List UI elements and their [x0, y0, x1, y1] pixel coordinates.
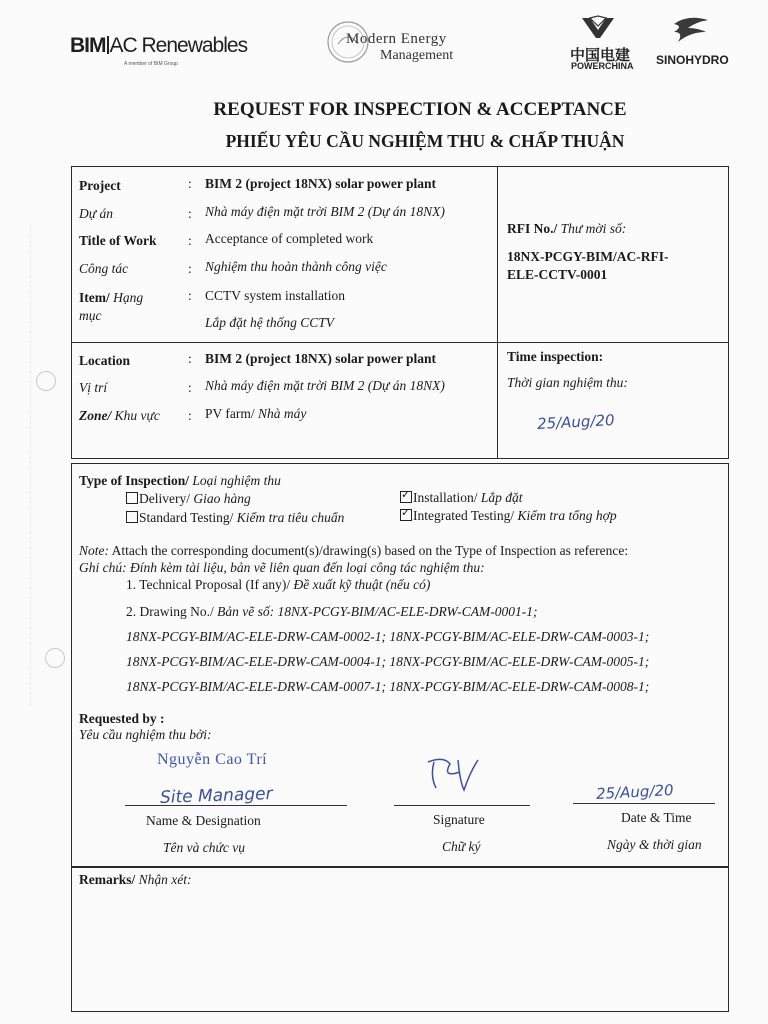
option-installation[interactable]	[400, 490, 523, 506]
bim-ac-logo	[70, 34, 247, 58]
option-standard-testing-en: Standard Testing/	[139, 510, 234, 525]
colon: :	[188, 288, 192, 303]
inspection-type-label-en: Type of Inspection/	[79, 473, 190, 488]
signature-line	[394, 805, 530, 806]
project-value: BIM 2 (project 18NX) solar power plant	[205, 176, 436, 191]
date-signature-line	[573, 803, 715, 804]
option-delivery-en: Delivery/	[139, 491, 190, 506]
scan-fold-line	[30, 225, 31, 705]
powerchina-en: POWERCHINA	[571, 61, 634, 71]
item-label-vn: Hạng	[113, 290, 144, 305]
time-inspection-handwritten: 25/Aug/20	[536, 410, 615, 434]
header-table-divider-v	[497, 166, 498, 459]
zone-label-vn: Khu vực	[114, 408, 160, 423]
location-value: BIM 2 (project 18NX) solar power plant	[205, 351, 436, 366]
cong-tac-label: Công tác	[79, 261, 129, 276]
item-value-vn: Lắp đặt hệ thống CCTV	[205, 315, 335, 330]
punch-hole-top	[36, 371, 56, 391]
cong-tac-value: Nghiệm thu hoàn thành công việc	[205, 259, 387, 274]
location-label: Location	[79, 353, 131, 368]
item-label-vn-2: mục	[79, 308, 102, 323]
modern-energy-line2: Management	[380, 48, 454, 63]
note-item-1	[126, 577, 430, 593]
option-delivery-vn: Giao hàng	[193, 491, 251, 506]
zone-label	[79, 408, 160, 424]
title-of-work-label: Title of Work	[79, 233, 157, 248]
note-label-vn: Ghi chú:	[79, 560, 127, 575]
inspection-type-label-vn: Loại nghiệm thu	[192, 473, 281, 488]
sinohydro-text: SINOHYDRO	[656, 53, 729, 67]
note-text-vn: Đính kèm tài liệu, bản vẽ liên quan đến loại công tác nghiệm thu:	[130, 560, 485, 575]
checkbox-standard-testing[interactable]	[126, 511, 138, 523]
item-value-en: CCTV system installation	[205, 288, 346, 303]
drawing-line: 18NX-PCGY-BIM/AC-ELE-DRW-CAM-0007-1; 18NX-PCGY-BIM/AC-ELE-DRW-CAM-0008-1;	[126, 679, 650, 694]
option-integrated-testing-vn: Kiểm tra tổng hợp	[517, 508, 617, 523]
note-text-en: Attach the corresponding document(s)/drawing(s) based on the Type of Inspection as reference:	[111, 543, 629, 558]
powerchina-emblem-icon	[580, 14, 616, 40]
time-inspection-label: Time inspection:	[507, 349, 604, 364]
colon: :	[188, 206, 192, 221]
note-label-en: Note:	[79, 543, 109, 558]
title-vietnamese: PHIẾU YÊU CẦU NGHIỆM THU & CHẤP THUẬN	[225, 131, 625, 151]
zone-value-en: PV farm/	[205, 406, 255, 421]
rfi-label-vn: Thư mời số:	[560, 221, 627, 236]
note-item2-en: 2. Drawing No./	[126, 604, 214, 619]
signature-label: Signature	[433, 812, 485, 827]
requested-by-label-vn: Yêu cầu nghiệm thu bởi:	[79, 727, 212, 742]
project-label: Project	[79, 178, 121, 193]
zone-label-en: Zone/	[79, 408, 112, 423]
title-english: REQUEST FOR INSPECTION & ACCEPTANCE	[213, 99, 627, 120]
item-label	[79, 290, 143, 306]
item-label-en: Item/	[79, 290, 110, 305]
option-delivery[interactable]	[126, 491, 251, 507]
name-designation-label: Name & Designation	[146, 813, 261, 828]
time-inspection-label-vn: Thời gian nghiệm thu:	[507, 375, 628, 390]
note-item1-vn: Đề xuất kỹ thuật (nếu có)	[293, 577, 431, 592]
powerchina-cn: 中国电建	[570, 46, 631, 64]
requester-designation-handwritten: Site Manager	[159, 784, 273, 808]
option-standard-testing[interactable]	[126, 510, 344, 526]
rfi-number-line2: ELE-CCTV-0001	[507, 267, 608, 282]
remarks-label	[79, 872, 192, 888]
option-integrated-testing-en: Integrated Testing/	[413, 508, 515, 523]
checkbox-delivery[interactable]	[126, 492, 138, 504]
remarks-label-en: Remarks/	[79, 872, 136, 887]
drawing-first: 18NX-PCGY-BIM/AC-ELE-DRW-CAM-0001-1;	[277, 604, 538, 619]
vi-tri-value: Nhà máy điện mặt trời BIM 2 (Dự án 18NX)	[205, 378, 445, 393]
du-an-label: Dự án	[79, 206, 113, 221]
bim-logo-tagline: A member of BIM Group	[124, 61, 178, 67]
header-table-divider-h	[71, 342, 729, 343]
checkbox-integrated-testing[interactable]	[400, 509, 412, 521]
option-installation-vn: Lắp đặt	[480, 490, 523, 505]
rfi-label	[507, 221, 626, 237]
bim-logo-ac: AC Renewables	[109, 34, 248, 57]
drawing-line: 18NX-PCGY-BIM/AC-ELE-DRW-CAM-0004-1; 18NX-PCGY-BIM/AC-ELE-DRW-CAM-0005-1;	[126, 654, 650, 669]
date-time-label: Date & Time	[621, 810, 692, 825]
colon: :	[188, 176, 192, 191]
requested-by-label: Requested by :	[79, 711, 165, 726]
checkbox-installation[interactable]	[400, 491, 412, 503]
drawing-line: 18NX-PCGY-BIM/AC-ELE-DRW-CAM-0002-1; 18NX-PCGY-BIM/AC-ELE-DRW-CAM-0003-1;	[126, 629, 650, 644]
note-item1-en: 1. Technical Proposal (If any)/	[126, 577, 291, 592]
zone-value	[205, 406, 306, 422]
bim-logo-divider	[107, 36, 109, 54]
sinohydro-emblem-icon	[670, 14, 714, 48]
modern-energy-line1: Modern Energy	[346, 31, 447, 47]
colon: :	[188, 261, 192, 276]
vi-tri-label: Vị trí	[79, 380, 108, 395]
name-designation-label-vn: Tên và chức vụ	[163, 840, 245, 855]
rfi-number-line1: 18NX-PCGY-BIM/AC-RFI-	[507, 249, 669, 264]
title-of-work-value: Acceptance of completed work	[205, 231, 374, 246]
remarks-label-vn: Nhận xét:	[138, 872, 192, 887]
bim-logo-bim: BIM	[70, 34, 106, 57]
zone-value-vn: Nhà máy	[258, 406, 307, 421]
note-en	[79, 543, 628, 559]
signature-label-vn: Chữ ký	[442, 839, 481, 854]
rfi-label-en: RFI No./	[507, 221, 558, 236]
option-integrated-testing[interactable]	[400, 508, 617, 524]
note-vn	[79, 560, 485, 576]
request-date-handwritten: 25/Aug/20	[595, 780, 674, 804]
punch-hole-bottom	[45, 648, 65, 668]
option-standard-testing-vn: Kiểm tra tiêu chuẩn	[236, 510, 345, 525]
du-an-value: Nhà máy điện mặt trời BIM 2 (Dự án 18NX)	[205, 204, 445, 219]
option-installation-en: Installation/	[413, 490, 478, 505]
colon: :	[188, 408, 192, 423]
date-time-label-vn: Ngày & thời gian	[607, 837, 702, 852]
signature-scribble	[420, 752, 500, 800]
requester-name: Nguyễn Cao Trí	[157, 751, 268, 768]
colon: :	[188, 380, 192, 395]
note-item-2	[126, 604, 537, 620]
colon: :	[188, 351, 192, 366]
name-signature-line	[125, 805, 347, 806]
inspection-type-heading	[79, 473, 281, 489]
note-item2-vn: Bản vẽ số:	[217, 604, 275, 619]
colon: :	[188, 233, 192, 248]
